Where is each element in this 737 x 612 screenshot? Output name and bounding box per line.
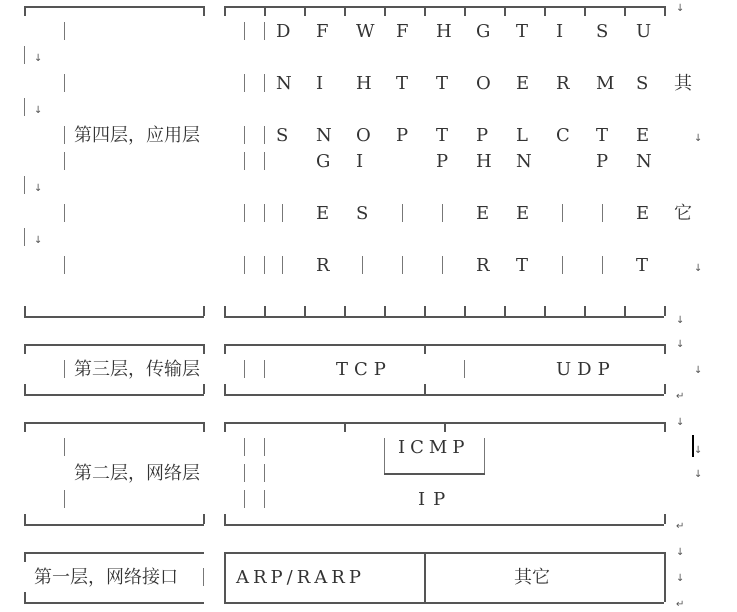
bar xyxy=(264,438,265,456)
protocol-letter: U xyxy=(636,21,652,42)
bar xyxy=(264,360,265,378)
bar xyxy=(244,490,245,508)
protocol-letter: N xyxy=(276,73,292,94)
grid-tick xyxy=(264,6,266,16)
down-arrow-mark: ↓ xyxy=(676,315,685,326)
protocol-letter: H xyxy=(476,151,492,172)
tick xyxy=(24,306,26,316)
tick xyxy=(444,422,446,432)
grid-tick xyxy=(624,6,626,16)
tick xyxy=(24,552,26,562)
network-box-top xyxy=(24,422,204,424)
other-char-1: 其 xyxy=(674,73,692,94)
protocol-letter: E xyxy=(636,125,650,146)
return-mark: ↵ xyxy=(676,599,685,610)
grid-bar xyxy=(264,126,265,144)
tick xyxy=(224,422,226,432)
link-divider xyxy=(424,552,426,602)
grid-bar xyxy=(402,204,403,222)
protocol-letter: R xyxy=(556,73,570,94)
grid-bar xyxy=(602,204,603,222)
tick xyxy=(203,422,205,432)
tick xyxy=(203,344,205,354)
tcp-label: TCP xyxy=(336,359,392,380)
icmp-box-right xyxy=(484,438,485,474)
protocol-letter: L xyxy=(516,125,528,146)
grid-tick xyxy=(624,306,626,316)
protocol-letter: E xyxy=(476,203,490,224)
bar xyxy=(64,256,65,274)
return-mark: ↵ xyxy=(676,391,685,402)
grid-bar xyxy=(602,256,603,274)
transport-box-top xyxy=(24,344,204,346)
tick xyxy=(224,344,226,354)
bar xyxy=(64,438,65,456)
bar xyxy=(64,490,65,508)
protocol-letter: E xyxy=(316,203,330,224)
network-grid-bottom xyxy=(224,524,664,526)
grid-tick xyxy=(424,6,426,16)
grid-bar xyxy=(264,152,265,170)
grid-tick xyxy=(584,306,586,316)
tick xyxy=(664,384,666,394)
grid-bar xyxy=(244,22,245,40)
tick xyxy=(24,344,26,354)
grid-bar xyxy=(264,22,265,40)
protocol-letter: R xyxy=(476,255,490,276)
protocol-letter: P xyxy=(396,125,409,146)
transport-layer-label: 第三层，传输层 xyxy=(74,359,200,380)
network-layer-label: 第二层，网络层 xyxy=(74,463,200,484)
tick xyxy=(224,514,226,524)
protocol-letter: R xyxy=(316,255,330,276)
link-layer-label: 第一层，网络接口 xyxy=(34,567,178,588)
protocol-letter: O xyxy=(476,73,491,94)
return-mark: ↵ xyxy=(676,521,685,532)
bar xyxy=(264,490,265,508)
protocol-letter: G xyxy=(316,151,331,172)
protocol-letter: T xyxy=(636,255,649,276)
other-char-2: 它 xyxy=(674,203,692,224)
bar xyxy=(264,464,265,482)
tick xyxy=(203,514,205,524)
grid-bar xyxy=(264,256,265,274)
udp-label: UDP xyxy=(556,359,616,380)
icmp-label: ICMP xyxy=(398,437,470,458)
protocol-letter: T xyxy=(596,125,609,146)
down-arrow-mark: ↓ xyxy=(676,339,685,350)
down-arrow-mark: ↓ xyxy=(676,547,685,558)
protocol-letter: T xyxy=(436,125,449,146)
tick xyxy=(664,422,666,432)
tick xyxy=(24,514,26,524)
grid-bar xyxy=(442,204,443,222)
link-grid-top xyxy=(224,552,664,554)
protocol-letter: S xyxy=(636,73,649,94)
protocol-letter: E xyxy=(636,203,650,224)
bar xyxy=(464,360,465,378)
down-arrow-mark: ↓ xyxy=(694,445,703,456)
protocol-letter: S xyxy=(596,21,609,42)
protocol-letter: W xyxy=(356,21,375,42)
bar xyxy=(64,360,65,378)
grid-bar xyxy=(244,152,245,170)
tick xyxy=(203,6,205,16)
network-box-bottom xyxy=(24,524,204,526)
down-arrow-mark: ↓ xyxy=(34,235,43,246)
bar xyxy=(64,152,65,170)
protocol-letter: E xyxy=(516,203,530,224)
bar xyxy=(24,46,25,64)
app-label-box-top xyxy=(24,6,204,8)
down-arrow-mark: ↓ xyxy=(694,469,703,480)
grid-tick xyxy=(664,6,666,16)
grid-bar xyxy=(244,204,245,222)
protocol-letter: S xyxy=(276,125,289,146)
down-arrow-mark: ↓ xyxy=(34,53,43,64)
bar xyxy=(24,176,25,194)
protocol-letter: H xyxy=(356,73,372,94)
grid-bar xyxy=(282,204,283,222)
grid-tick xyxy=(344,306,346,316)
protocol-letter: I xyxy=(556,21,564,42)
grid-tick xyxy=(664,306,666,316)
bar xyxy=(203,568,204,586)
bar xyxy=(244,360,245,378)
icmp-box-bottom xyxy=(384,473,485,475)
bar xyxy=(64,204,65,222)
tick xyxy=(24,422,26,432)
link-other-label: 其它 xyxy=(514,567,550,588)
bar xyxy=(244,464,245,482)
protocol-letter: T xyxy=(516,255,529,276)
protocol-letter: F xyxy=(316,21,329,42)
bar xyxy=(24,228,25,246)
bar xyxy=(244,438,245,456)
link-box-bottom xyxy=(24,602,204,604)
tick xyxy=(224,384,226,394)
grid-tick xyxy=(504,6,506,16)
protocol-letter: M xyxy=(596,73,615,94)
tick xyxy=(424,344,426,354)
grid-bar xyxy=(282,256,283,274)
grid-bar xyxy=(264,204,265,222)
down-arrow-mark: ↓ xyxy=(676,573,685,584)
tick xyxy=(24,384,26,394)
down-arrow-mark: ↓ xyxy=(694,133,703,144)
grid-tick xyxy=(464,306,466,316)
protocol-letter: N xyxy=(316,125,332,146)
link-right-edge xyxy=(664,552,666,602)
down-arrow-mark: ↓ xyxy=(34,183,43,194)
protocol-letter: F xyxy=(396,21,409,42)
grid-tick xyxy=(544,6,546,16)
protocol-letter: G xyxy=(476,21,491,42)
grid-bar xyxy=(244,126,245,144)
protocol-letter: P xyxy=(476,125,489,146)
protocol-letter: P xyxy=(436,151,449,172)
link-grid-bottom xyxy=(224,602,664,604)
down-arrow-mark: ↓ xyxy=(34,105,43,116)
link-left-edge xyxy=(224,552,226,602)
grid-bar xyxy=(402,256,403,274)
protocol-letter: H xyxy=(436,21,452,42)
protocol-letter: P xyxy=(596,151,609,172)
down-arrow-mark: ↓ xyxy=(694,263,703,274)
grid-bar xyxy=(362,256,363,274)
protocol-letter: N xyxy=(636,151,652,172)
grid-tick xyxy=(544,306,546,316)
tick xyxy=(203,306,205,316)
down-arrow-mark: ↓ xyxy=(676,417,685,428)
grid-tick xyxy=(464,6,466,16)
app-grid-bottom xyxy=(224,316,664,318)
protocol-letter: I xyxy=(356,151,364,172)
bar xyxy=(64,74,65,92)
grid-tick xyxy=(384,6,386,16)
grid-tick xyxy=(424,306,426,316)
protocol-letter: S xyxy=(356,203,369,224)
app-label-box-bottom xyxy=(24,316,204,318)
grid-tick xyxy=(264,306,266,316)
grid-tick xyxy=(384,306,386,316)
protocol-letter: I xyxy=(316,73,324,94)
protocol-letter: C xyxy=(556,125,570,146)
bar xyxy=(24,98,25,116)
tick xyxy=(424,384,426,394)
grid-bar xyxy=(442,256,443,274)
bar xyxy=(64,22,65,40)
transport-grid-top xyxy=(224,344,664,346)
tick xyxy=(24,592,26,602)
ip-label: IP xyxy=(418,489,454,510)
grid-tick xyxy=(344,6,346,16)
app-grid-top xyxy=(224,6,664,8)
bar xyxy=(64,126,65,144)
protocol-letter: O xyxy=(356,125,371,146)
grid-tick xyxy=(304,306,306,316)
grid-tick xyxy=(584,6,586,16)
tick xyxy=(224,6,226,16)
arp-rarp-label: ARP/RARP xyxy=(236,567,365,588)
tick xyxy=(203,384,205,394)
protocol-letter: T xyxy=(516,21,529,42)
grid-bar xyxy=(562,256,563,274)
grid-tick xyxy=(504,306,506,316)
grid-bar xyxy=(264,74,265,92)
icmp-box-left xyxy=(384,438,385,474)
tick xyxy=(224,306,226,316)
tick xyxy=(24,6,26,16)
grid-bar xyxy=(562,204,563,222)
tick xyxy=(344,422,346,432)
protocol-letter: T xyxy=(436,73,449,94)
protocol-letter: T xyxy=(396,73,409,94)
tick xyxy=(664,344,666,354)
down-arrow-mark: ↓ xyxy=(694,365,703,376)
transport-grid-bottom xyxy=(224,394,664,396)
link-box-top xyxy=(24,552,204,554)
grid-tick xyxy=(304,6,306,16)
protocol-letter: D xyxy=(276,21,291,42)
grid-bar xyxy=(244,256,245,274)
grid-bar xyxy=(244,74,245,92)
tick xyxy=(664,514,666,524)
protocol-letter: N xyxy=(516,151,532,172)
application-layer-label: 第四层，应用层 xyxy=(74,125,200,146)
protocol-letter: E xyxy=(516,73,530,94)
down-arrow-mark: ↓ xyxy=(676,3,685,14)
transport-box-bottom xyxy=(24,394,204,396)
